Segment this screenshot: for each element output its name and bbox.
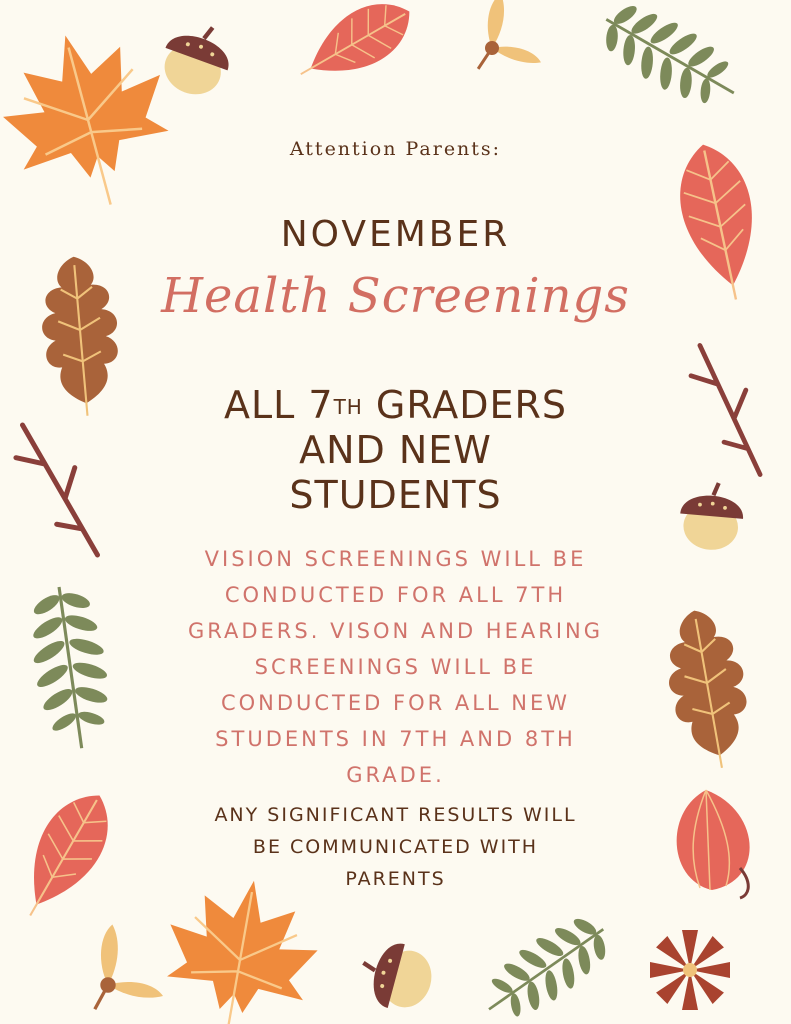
headline [0,383,791,518]
fern-icon [589,0,751,123]
script-title: Health Screenings [161,268,630,324]
fern-icon [470,903,621,1024]
red-leaf-icon [287,0,423,98]
headline-line-2: AND NEW [299,428,492,472]
samara-icon [95,925,163,1010]
details-line: VISION SCREENINGS WILL BE [204,547,587,571]
note-line: BE COMMUNICATED WITH [252,836,539,858]
maple-leaf-icon [0,14,189,225]
headline-line-1: ALL 7TH GRADERS [223,383,568,427]
month-heading: NOVEMBER [280,214,511,255]
details-line: CONDUCTED FOR ALL 7TH [224,583,567,607]
details-line: CONDUCTED FOR ALL NEW [220,691,571,715]
details-line: GRADE. [346,763,445,787]
note-line: ANY SIGNIFICANT RESULTS WILL [214,804,577,826]
details-line: STUDENTS IN 7TH AND 8TH [215,727,576,751]
results-note [0,799,791,895]
details-line: SCREENINGS WILL BE [254,655,537,679]
note-line: PARENTS [345,868,446,890]
headline-line-3: STUDENTS [289,473,502,517]
acorn-icon [354,935,439,1017]
details-line: GRADERS. VISON AND HEARING [187,619,603,643]
star-anise-icon [650,930,730,1010]
samara-icon [478,0,546,74]
attention-kicker: Attention Parents: [289,138,502,160]
screening-details [0,541,791,793]
acorn-icon [153,15,239,104]
